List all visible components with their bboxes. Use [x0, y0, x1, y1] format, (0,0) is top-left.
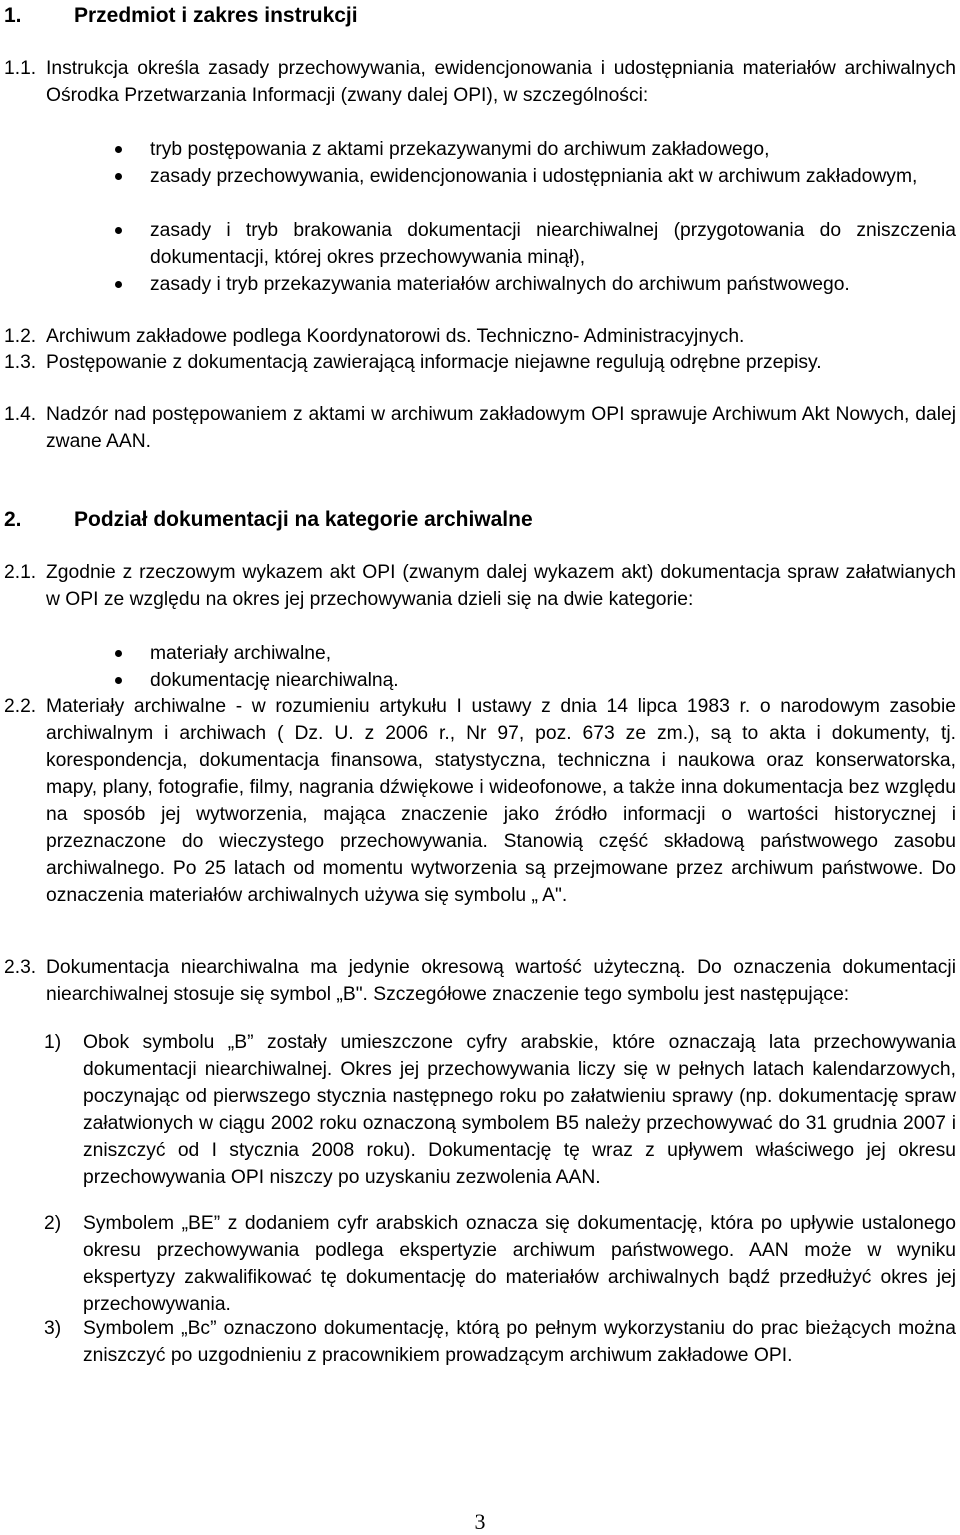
paragraph-number: 2.1. [4, 562, 37, 583]
paragraph-1-3 [4, 349, 956, 376]
section-number: 1. [4, 4, 22, 27]
section-title: Podział dokumentacji na kategorie archiwalne [74, 508, 533, 531]
paragraph-1-4 [4, 401, 956, 455]
paragraph-number: 1.1. [4, 58, 37, 79]
section-2-heading [4, 506, 533, 533]
paragraph-2-3 [4, 954, 956, 1008]
paragraph-2-2 [4, 693, 956, 909]
numbered-item [44, 1315, 956, 1369]
paragraph-text: Postępowanie z dokumentacją zawierającą informacje niejawne regulują odrębne przepisy. [46, 352, 822, 373]
section-number: 2. [4, 508, 22, 531]
paragraph-number: 2.3. [4, 957, 37, 978]
section-title: Przedmiot i zakres instrukcji [74, 4, 358, 27]
paragraph-number: 2.2. [4, 696, 37, 717]
numbered-item [44, 1029, 956, 1191]
bullet-item: dokumentację niearchiwalną. [150, 667, 956, 694]
paragraph-number: 1.4. [4, 404, 37, 425]
paragraph-text: Nadzór nad postępowaniem z aktami w archiwum zakładowym OPI sprawuje Archiwum Akt Nowych, dalej zwane AAN. [46, 404, 956, 452]
paragraph-text: Instrukcja określa zasady przechowywania, ewidencjonowania i udostępniania materiałów archiwalnych Ośrodka Przetwarzania Informacji (zwany dalej OPI), w szczególności: [46, 58, 956, 106]
paragraph-2-1 [4, 559, 956, 613]
item-text: Symbolem „Bc” oznaczono dokumentację, którą po pełnym wykorzystaniu do prac bieżących można zniszczyć po uzgodnieniu z pracownikiem prowadzącym archiwum zakładowe OPI. [83, 1318, 956, 1366]
paragraph-number: 1.2. [4, 326, 37, 347]
paragraph-text: Archiwum zakładowe podlega Koordynatorowi ds. Techniczno- Administracyjnych. [46, 326, 745, 347]
paragraph-text: Materiały archiwalne - w rozumieniu artykułu I ustawy z dnia 14 lipca 1983 r. o narodowym zasobie archiwalnym i archiwach ( Dz. U. z 2006 r., Nr 97, poz. 673 ze zm.), są to akta i dokumenty, tj. korespondencja, dokumentacja finansowa, statystyczna, techniczna i naukowa oraz konserwatorska, mapy, plany, fotografie, filmy, nagrania dźwiękowe i wideofonowe, a także inna dokumentacja bez względu na sposób jej wytworzenia, mająca znaczenie jako źródło informacji o wartości historycznej i przeznaczone do wieczystego przechowywania. Stanowią część składową państwowego zasobu archiwalnego. Po 25 latach od momentu wytworzenia są przejmowane przez archiwum państwowe. Do oznaczenia materiałów archiwalnych używa się symbolu „ A". [46, 696, 956, 906]
item-number: 3) [44, 1318, 62, 1339]
paragraph-text: Zgodnie z rzeczowym wykazem akt OPI (zwanym dalej wykazem akt) dokumentacja spraw załatwianych w OPI ze względu na okres jej przechowywania dzieli się na dwie kategorie: [46, 562, 956, 610]
paragraph-number: 1.3. [4, 352, 37, 373]
page-number: 3 [474, 1509, 486, 1534]
item-text: Symbolem „BE” z dodaniem cyfr arabskich oznacza się dokumentację, która po upływie ustalonego okresu przechowywania podlega ekspertyzie archiwum państwowego. AAN może w wyniku ekspertyzy zakwalifikować tę dokumentację do materiałów archiwalnych bądź przedłużyć okres jej przechowywania. [83, 1213, 956, 1315]
item-text: Obok symbolu „B” zostały umieszczone cyfry arabskie, które oznaczają lata przechowywania dokumentacji niearchiwalnej. Okres jej przechowywania liczy się w pełnych latach kalendarzowych, poczynając od pierwszego stycznia następnego roku po załatwieniu sprawy (np. dokumentację spraw załatwionych w ciągu 2002 roku oznaczoną symbolem B5 należy przechowywać do 31 grudnia 2007 i zniszczyć od I stycznia 2008 roku). Dokumentację tę wraz z upływem właściwego jej okresu przechowywania OPI niszczy po uzyskaniu zezwolenia AAN. [83, 1032, 956, 1188]
bullet-item: zasady i tryb przekazywania materiałów archiwalnych do archiwum państwowego. [150, 271, 956, 298]
paragraph-1-2 [4, 323, 956, 350]
item-number: 2) [44, 1213, 62, 1234]
item-number: 1) [44, 1032, 62, 1053]
bullet-item: zasady przechowywania, ewidencjonowania i udostępniania akt w archiwum zakładowym, [150, 163, 956, 190]
numbered-item [44, 1210, 956, 1318]
paragraph-text: Dokumentacja niearchiwalna ma jedynie okresową wartość użyteczną. Do oznaczenia dokumentacji niearchiwalnej stosuje się symbol „B". Szczegółowe znaczenie tego symbolu jest następujące: [46, 957, 956, 1005]
section-1-heading [4, 2, 358, 29]
bullet-item: tryb postępowania z aktami przekazywanymi do archiwum zakładowego, [150, 136, 956, 163]
bullet-item: materiały archiwalne, [150, 640, 956, 667]
paragraph-1-1 [4, 55, 956, 109]
bullet-item: zasady i tryb brakowania dokumentacji niearchiwalnej (przygotowania do zniszczenia dokumentacji, której okres przechowywania minął), [150, 217, 956, 271]
